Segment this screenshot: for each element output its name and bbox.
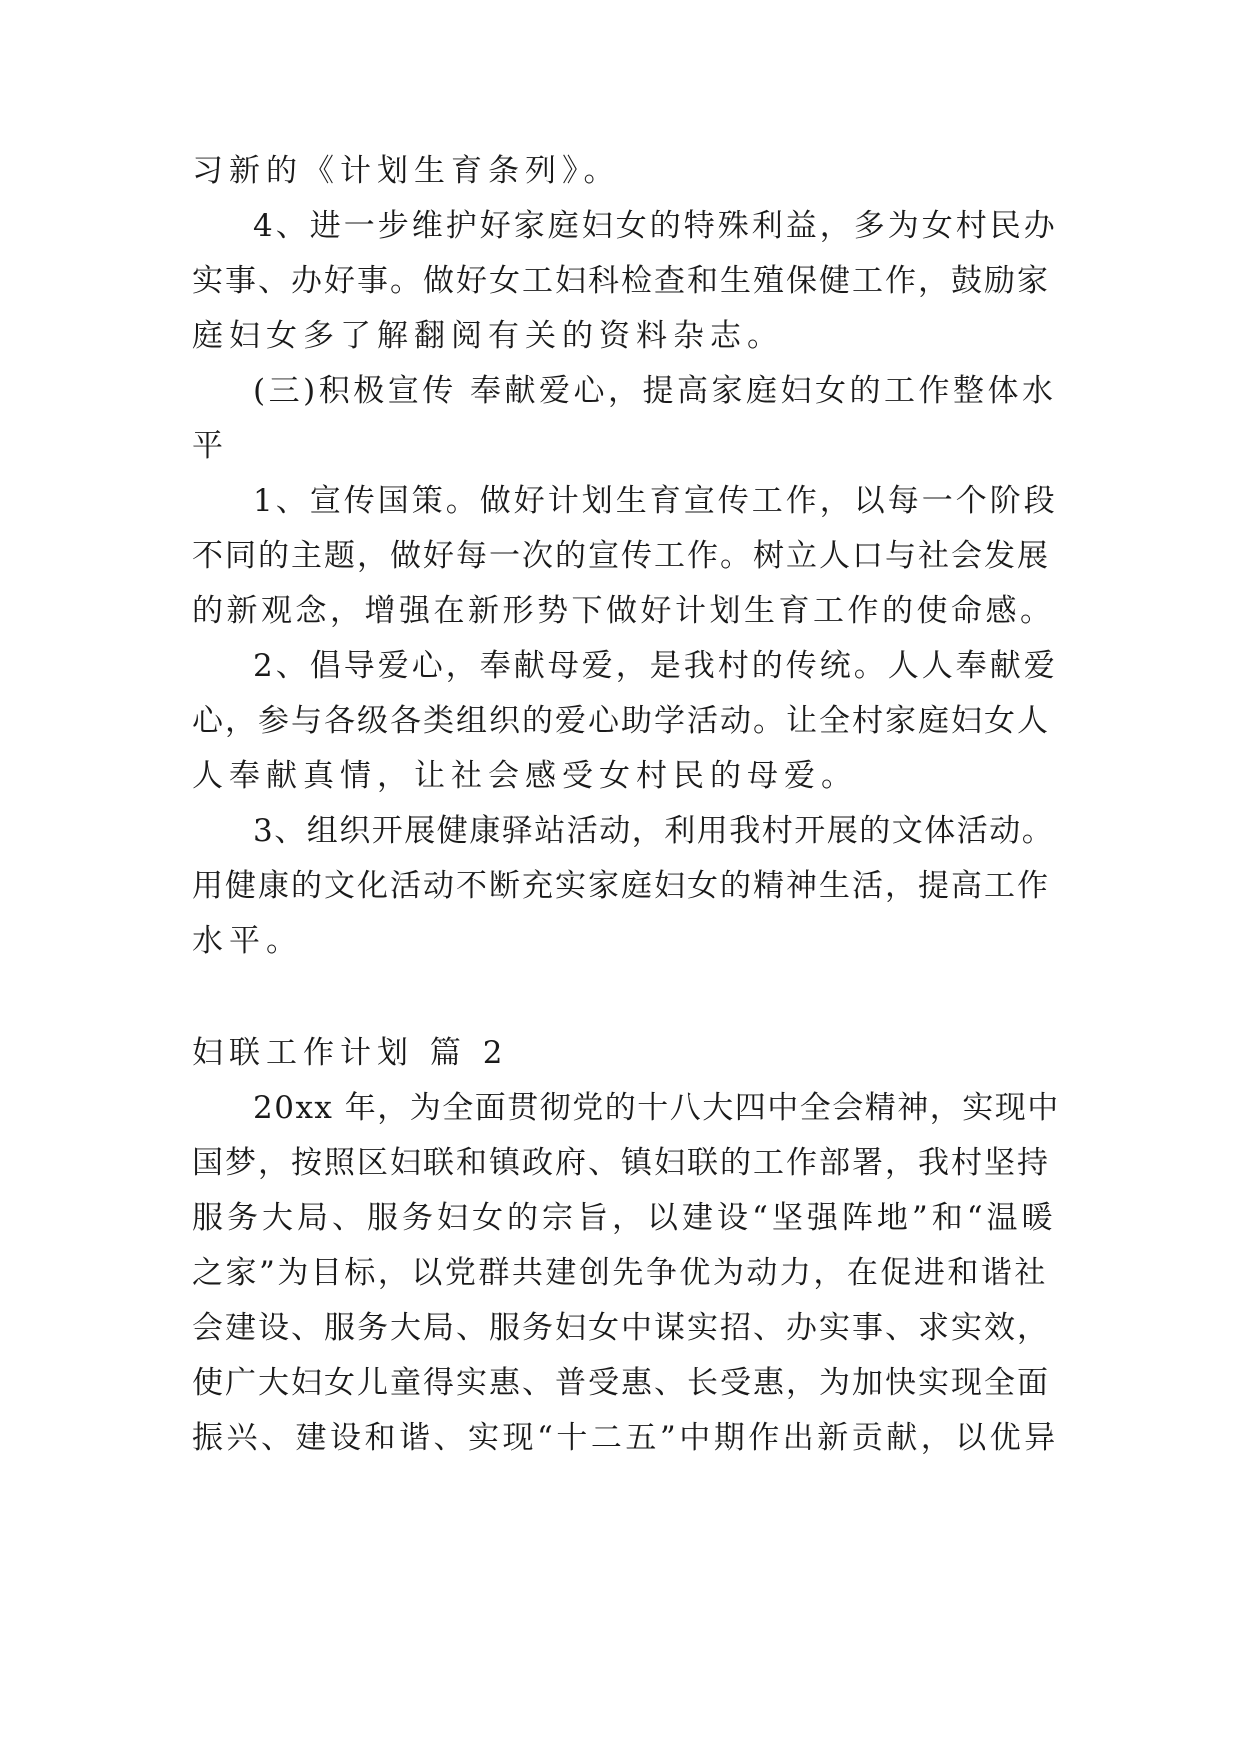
text-line: 平 bbox=[192, 428, 229, 464]
text-line: 庭妇女多了解翻阅有关的资料杂志。 bbox=[192, 318, 784, 354]
text-line: 20xx 年，为全面贯彻党的十八大四中全会精神，实现中 bbox=[253, 1090, 1060, 1126]
text-line: 不同的主题，做好每一次的宣传工作。树立人口与社会发展 bbox=[192, 538, 1050, 574]
text-line: 的新观念，增强在新形势下做好计划生育工作的使命感。 bbox=[192, 593, 1055, 629]
text-line: 1、宣传国策。做好计划生育宣传工作，以每一个阶段 bbox=[253, 483, 1058, 519]
text-line: 4、进一步维护好家庭妇女的特殊利益，多为女村民办 bbox=[253, 208, 1058, 244]
text-line: 实事、办好事。做好女工妇科检查和生殖保健工作，鼓励家 bbox=[192, 263, 1050, 299]
document-title: 妇联工作计划 篇 2 bbox=[192, 1035, 509, 1071]
text-line: 国梦，按照区妇联和镇政府、镇妇联的工作部署，我村坚持 bbox=[192, 1145, 1050, 1181]
text-line: 3、组织开展健康驿站活动，利用我村开展的文体活动。 bbox=[253, 813, 1055, 849]
text-line: 使广大妇女儿童得实惠、普受惠、长受惠，为加快实现全面 bbox=[192, 1365, 1050, 1401]
text-line: 会建设、服务大局、服务妇女中谋实招、办实事、求实效， bbox=[192, 1310, 1050, 1346]
text-line: 服务大局、服务妇女的宗旨，以建设“坚强阵地”和“温暖 bbox=[192, 1200, 1057, 1236]
text-line: 2、倡导爱心，奉献母爱，是我村的传统。人人奉献爱 bbox=[253, 648, 1058, 684]
text-line: 心，参与各级各类组织的爱心助学活动。让全村家庭妇女人 bbox=[192, 703, 1050, 739]
text-line: 之家”为目标，以党群共建创先争优为动力，在促进和谐社 bbox=[192, 1255, 1048, 1291]
section-heading: (三)积极宣传 奉献爱心，提高家庭妇女的工作整体水 bbox=[253, 373, 1057, 409]
text-line: 人奉献真情，让社会感受女村民的母爱。 bbox=[192, 758, 858, 794]
text-line: 用健康的文化活动不断充实家庭妇女的精神生活，提高工作 bbox=[192, 868, 1050, 904]
text-line: 习新的《计划生育条列》。 bbox=[192, 153, 621, 189]
text-line: 水平。 bbox=[192, 923, 303, 959]
text-line: 振兴、建设和谐、实现“十二五”中期作出新贡献，以优异 bbox=[192, 1420, 1059, 1456]
